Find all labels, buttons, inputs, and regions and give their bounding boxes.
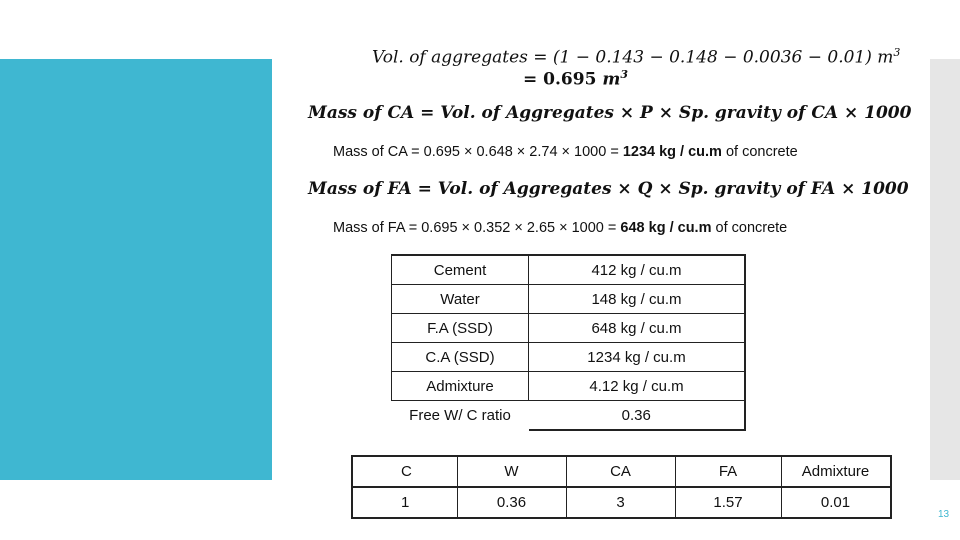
ratio-header: CA (566, 456, 675, 487)
ratio-header: C (352, 456, 457, 487)
mix-item: Water (392, 285, 529, 314)
mix-value: 412 kg / cu.m (529, 255, 746, 285)
accent-panel (0, 59, 272, 480)
mix-value: 4.12 kg / cu.m (529, 372, 746, 401)
ratio-header: Admixture (781, 456, 891, 487)
table-header-row (352, 456, 891, 487)
page-number: 13 (938, 509, 950, 520)
table-row (352, 487, 891, 518)
table-row (392, 285, 746, 314)
table-row (392, 343, 746, 372)
ratio-value: 0.01 (781, 487, 891, 518)
mix-item: C.A (SSD) (392, 343, 529, 372)
table-row (392, 372, 746, 401)
mix-item: Admixture (392, 372, 529, 401)
mix-value: 0.36 (529, 401, 746, 431)
ratio-header: FA (675, 456, 781, 487)
ratio-value: 1.57 (675, 487, 781, 518)
mix-design-table (391, 254, 746, 431)
ratio-header: W (457, 456, 566, 487)
mix-item: Free W/ C ratio (409, 407, 511, 424)
volume-equation: Vol. of aggregates = (1 − 0.143 − 0.148 − 0.0036 − 0.01) $m^3$ (372, 46, 901, 68)
ratio-value: 1 (352, 487, 457, 518)
mix-value: 148 kg / cu.m (529, 285, 746, 314)
table-row (392, 401, 746, 431)
side-bar (930, 59, 960, 480)
mix-item: Cement (392, 255, 529, 285)
mass-fa-formula: Mass of FA = Vol. of Aggregates × Q × Sp. gravity of FA × 1000 (308, 179, 909, 199)
volume-result: = 0.695 $m^3$ (523, 68, 628, 90)
mass-ca-formula: Mass of CA = Vol. of Aggregates × P × Sp. gravity of CA × 1000 (308, 103, 912, 123)
table-row (392, 314, 746, 343)
table-row (392, 255, 746, 285)
mix-value: 648 kg / cu.m (529, 314, 746, 343)
ratio-value: 3 (566, 487, 675, 518)
mix-ratio-table (351, 455, 892, 519)
ratio-value: 0.36 (457, 487, 566, 518)
mass-ca-calculation: Mass of CA = 0.695 × 0.648 × 2.74 × 1000 = 1234 kg / cu.m of concrete (333, 144, 798, 160)
mix-item: F.A (SSD) (392, 314, 529, 343)
mix-value: 1234 kg / cu.m (529, 343, 746, 372)
mass-fa-calculation: Mass of FA = 0.695 × 0.352 × 2.65 × 1000 = 648 kg / cu.m of concrete (333, 220, 788, 236)
